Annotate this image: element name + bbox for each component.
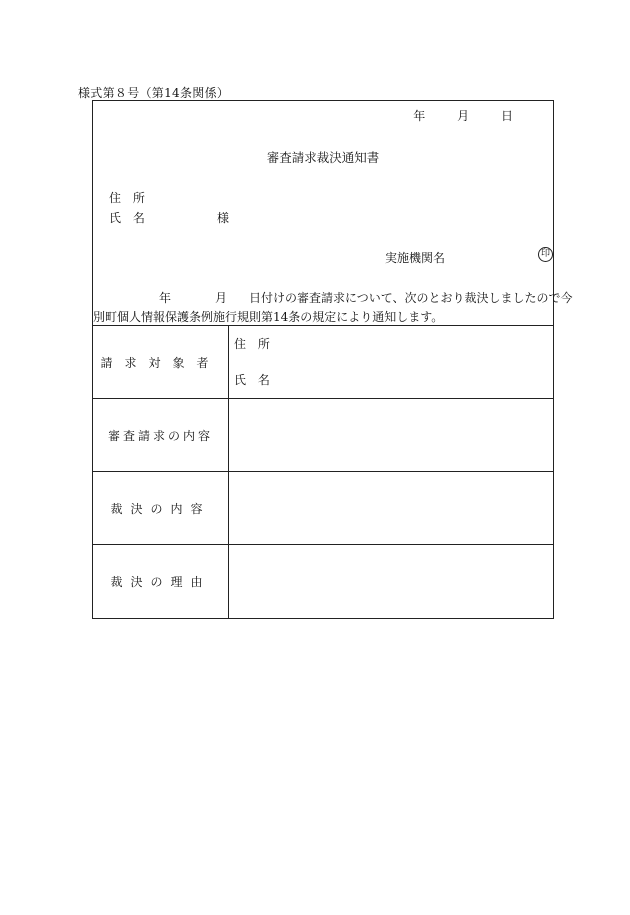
row-label: 裁決の内容: [93, 472, 229, 544]
recipient-address-label: 住 所: [109, 191, 149, 205]
subject-address-label: 住 所: [234, 337, 274, 351]
subject-name-label: 氏 名: [234, 373, 274, 387]
form-number: 様式第８号（第14条関係）: [78, 86, 230, 100]
table-row: [93, 399, 553, 472]
notice-body: [93, 289, 573, 327]
date-day: 日: [500, 109, 513, 123]
issuer-org-label: 実施機関名: [385, 251, 446, 265]
form-header: [93, 101, 573, 326]
body-year: 年: [159, 291, 172, 305]
notice-form: [92, 100, 573, 619]
row-label: 請求対象者: [93, 326, 229, 398]
body-line-1: [93, 289, 573, 308]
body-line-2: 別町個人情報保護条例施行規則第14条の規定により通知します。: [93, 310, 444, 324]
row-label: 裁決の理由: [93, 545, 229, 618]
date-month: 月: [457, 109, 470, 123]
document-title: 審査請求裁決通知書: [266, 150, 380, 165]
recipient-name-label: 氏 名: [109, 211, 149, 225]
recipient-honorific: 様: [217, 211, 230, 225]
body-line1-rest: 日付けの審査請求について、次のとおり裁決しましたので今: [249, 291, 573, 305]
table-row: [93, 472, 553, 545]
date-year: 年: [413, 109, 426, 123]
date-line: [413, 107, 513, 124]
row-label: 審査請求の内容: [93, 399, 229, 471]
seal-icon: 印: [538, 247, 553, 262]
body-month: 月: [215, 291, 228, 305]
detail-table: [93, 326, 553, 618]
table-row: [93, 326, 553, 399]
table-row: [93, 545, 553, 618]
